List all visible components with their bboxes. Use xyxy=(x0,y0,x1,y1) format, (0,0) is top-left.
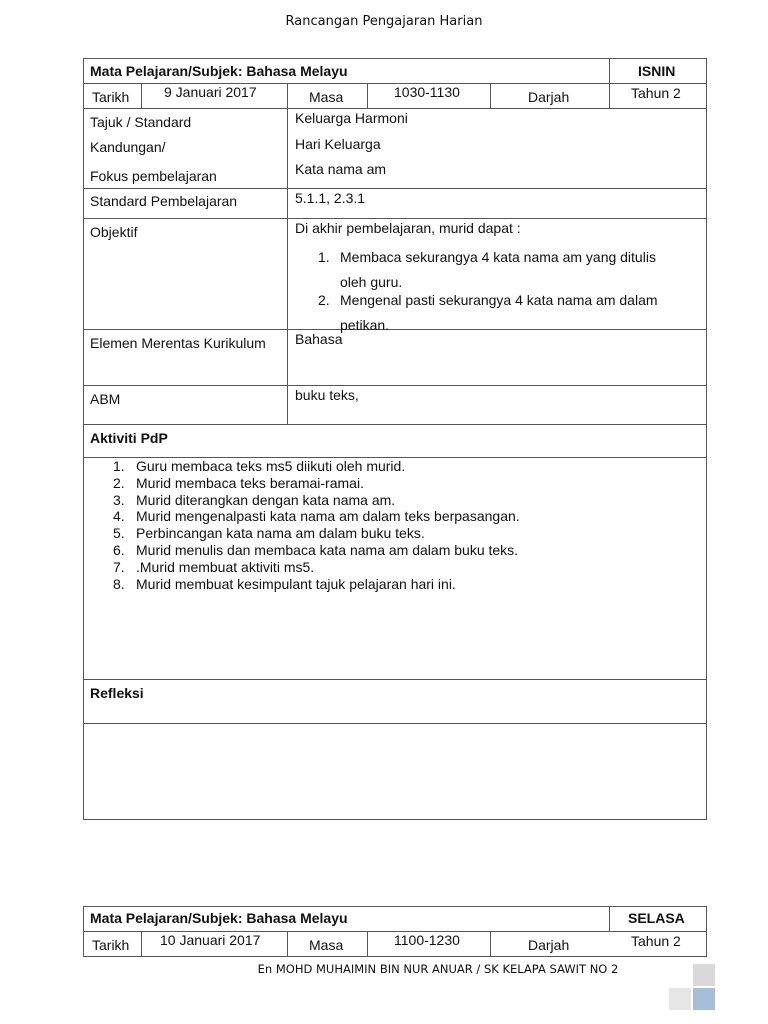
aktiviti-text: Murid menulis dan membaca kata nama am dalam buku teks. xyxy=(136,541,519,558)
aktiviti-text: Murid membaca teks beramai-ramai. xyxy=(136,474,364,491)
masa-value: 1100-1230 xyxy=(394,932,460,948)
list-item xyxy=(84,525,704,542)
list-number: 4. xyxy=(113,508,125,525)
emk-value: Bahasa xyxy=(295,331,343,347)
corner-decoration-square xyxy=(669,988,691,1010)
aktiviti-text: Murid membuat kesimpulant tajuk pelajaran hari ini. xyxy=(136,575,456,592)
abm-label: ABM xyxy=(90,391,121,407)
darjah-value: Tahun 2 xyxy=(631,85,681,101)
subject-label: Mata Pelajaran/Subjek: Bahasa Melayu xyxy=(90,910,348,926)
list-number: 7. xyxy=(113,558,125,575)
masa-value: 1030-1130 xyxy=(394,84,460,100)
standard-value: 5.1.1, 2.3.1 xyxy=(295,190,366,206)
darjah-label: Darjah xyxy=(528,89,570,105)
corner-decoration-square xyxy=(693,964,715,986)
tajuk-value-line1: Keluarga Harmoni xyxy=(295,110,408,126)
list-item xyxy=(84,559,704,576)
tajuk-label-line2: Kandungan/ xyxy=(90,139,166,155)
refleksi-label: Refleksi xyxy=(90,685,144,701)
tajuk-value-line2: Hari Keluarga xyxy=(295,136,381,152)
list-item xyxy=(295,244,705,290)
objektif-text: Membaca sekurangya 4 kata nama am yang ditulis xyxy=(340,249,656,265)
darjah-label: Darjah xyxy=(528,937,570,953)
day-label: SELASA xyxy=(628,910,685,926)
list-item xyxy=(84,542,704,559)
tajuk-label-line3: Fokus pembelajaran xyxy=(90,168,217,184)
list-item xyxy=(84,576,704,593)
objektif-text-cont: petikan. xyxy=(340,317,390,333)
objektif-list xyxy=(295,244,705,339)
list-number: 3. xyxy=(113,491,125,508)
aktiviti-text: Murid diterangkan dengan kata nama am. xyxy=(136,491,396,508)
list-number: 1. xyxy=(113,458,125,474)
aktiviti-list xyxy=(84,458,704,592)
abm-value: buku teks, xyxy=(295,387,359,403)
page-footer: En MOHD MUHAIMIN BIN NUR ANUAR / SK KELAPA SAWIT NO 2 xyxy=(257,962,619,976)
list-number: 8. xyxy=(113,575,125,592)
objektif-label: Objektif xyxy=(90,224,138,240)
list-item xyxy=(84,475,704,492)
masa-label: Masa xyxy=(309,89,344,105)
page-title: Rancangan Pengajaran Harian xyxy=(285,14,483,29)
objektif-intro: Di akhir pembelajaran, murid dapat : xyxy=(295,220,521,236)
aktiviti-text: Murid mengenalpasti kata nama am dalam teks berpasangan. xyxy=(136,508,520,525)
aktiviti-text: Guru membaca teks ms5 diikuti oleh murid. xyxy=(136,458,406,474)
objektif-text-cont: oleh guru. xyxy=(340,274,403,290)
aktiviti-label: Aktiviti PdP xyxy=(90,430,168,446)
list-item xyxy=(84,458,704,475)
list-item xyxy=(84,492,704,509)
list-number: 1. xyxy=(318,249,330,265)
corner-decoration-square xyxy=(693,988,715,1010)
day-label: ISNIN xyxy=(638,63,676,79)
subject-label: Mata Pelajaran/Subjek: Bahasa Melayu xyxy=(90,63,348,79)
list-number: 2. xyxy=(113,474,125,491)
aktiviti-text: Perbincangan kata nama am dalam buku teks. xyxy=(136,525,425,542)
tarikh-label: Tarikh xyxy=(92,937,130,953)
tarikh-value: 10 Januari 2017 xyxy=(160,932,261,948)
list-item xyxy=(295,287,705,339)
masa-label: Masa xyxy=(309,937,344,953)
tajuk-value-line3: Kata nama am xyxy=(295,161,387,177)
tarikh-value: 9 Januari 2017 xyxy=(164,84,257,100)
list-item xyxy=(84,508,704,525)
tarikh-label: Tarikh xyxy=(92,89,130,105)
list-number: 6. xyxy=(113,541,125,558)
aktiviti-text: .Murid membuat aktiviti ms5. xyxy=(136,558,315,575)
list-number: 5. xyxy=(113,525,125,542)
emk-label: Elemen Merentas Kurikulum xyxy=(90,335,266,351)
objektif-text: Mengenal pasti sekurangya 4 kata nama am dalam xyxy=(340,292,658,308)
darjah-value: Tahun 2 xyxy=(631,933,681,949)
standard-label: Standard Pembelajaran xyxy=(90,193,238,209)
tajuk-label-line1: Tajuk / Standard xyxy=(90,114,192,130)
list-number: 2. xyxy=(318,292,330,308)
